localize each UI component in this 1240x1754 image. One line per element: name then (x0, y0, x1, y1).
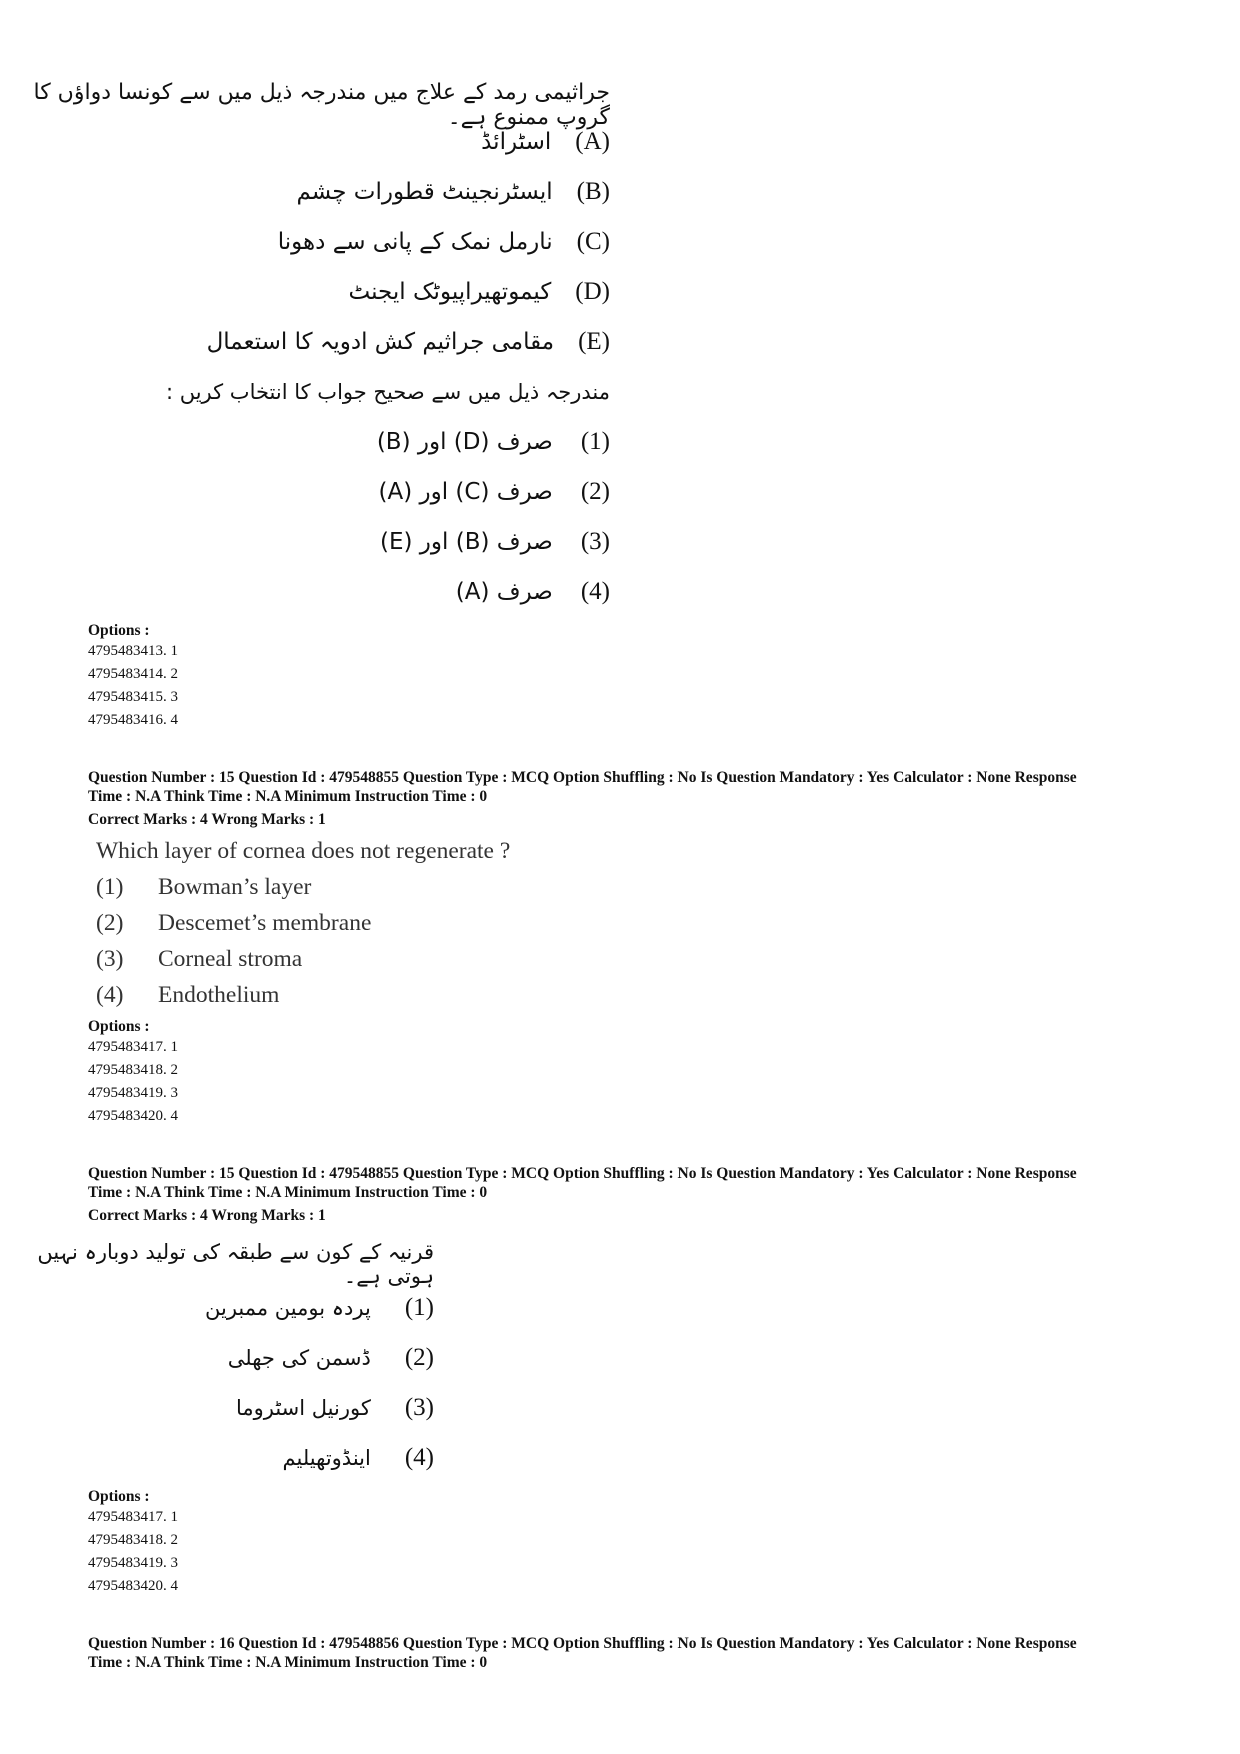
choice-text: کورنیل اسٹروما (235, 1396, 371, 1420)
q14-item-c (278, 228, 610, 256)
question-meta (88, 1634, 1168, 1672)
choice-text: Endothelium (158, 982, 280, 1008)
q14-item-b (296, 178, 610, 206)
option-line: 4795483419. 3 (88, 1555, 178, 1571)
option-line: 4795483415. 3 (88, 689, 178, 705)
choice-text: Bowman’s layer (158, 874, 312, 900)
question-meta-line: Time : N.A Think Time : N.A Minimum Instruction Time : 0 (88, 1184, 488, 1201)
choice-label: (4) (96, 982, 124, 1008)
q14-choice-text: صرف (C) اور (A) (378, 479, 553, 505)
choice-text: ڈسمن کی جھلی (227, 1346, 371, 1370)
q14-item-text: اسٹرائڈ (481, 129, 552, 155)
q14-choice-1 (377, 428, 610, 456)
q14-choice-text: صرف (A) (455, 579, 553, 605)
question-marks: Correct Marks : 4 Wrong Marks : 1 (88, 811, 326, 828)
choice-label: (3) (96, 946, 124, 972)
choice-label: (1) (404, 1294, 434, 1321)
q14-item-a (481, 128, 610, 156)
choice-text: اینڈوتھیلیم (282, 1446, 371, 1470)
q14-choice-label: (4) (580, 578, 610, 605)
q15-urdu-choice-3 (236, 1394, 434, 1422)
option-line: 4795483414. 2 (88, 666, 178, 682)
choice-text: Corneal stroma (158, 946, 303, 972)
option-line: 4795483417. 1 (88, 1509, 178, 1525)
q14-choice-label: (1) (580, 428, 610, 455)
q15-english-choice-2 (96, 910, 371, 937)
question-meta-line: Question Number : 15 Question Id : 479548855 Question Type : MCQ Option Shuffling : No Is Question Mandatory : Yes Calculator : None Response (88, 769, 1077, 786)
option-line: 4795483416. 4 (88, 712, 178, 728)
q14-item-label: (E) (578, 328, 610, 355)
q14-choice-label: (3) (580, 528, 610, 555)
q14-item-e (207, 328, 610, 356)
q14-item-label: (C) (576, 228, 610, 255)
q14-choice-text: صرف (D) اور (B) (376, 429, 553, 455)
options-title: Options : (88, 1488, 150, 1505)
q15-english-choice-3 (96, 946, 302, 973)
question-meta-line: Time : N.A Think Time : N.A Minimum Instruction Time : 0 (88, 788, 488, 805)
options-block (88, 1488, 178, 1598)
choice-label: (4) (404, 1444, 434, 1471)
q15-english-choice-4 (96, 982, 279, 1009)
q14-instruction: مندرجہ ذیل میں سے صحیح جواب کا انتخاب کریں : (165, 380, 610, 404)
question-meta-line: Time : N.A Think Time : N.A Minimum Instruction Time : 0 (88, 1654, 488, 1671)
question-marks: Correct Marks : 4 Wrong Marks : 1 (88, 1207, 326, 1224)
q14-item-text: مقامی جراثیم کش ادویہ کا استعمال (206, 329, 555, 355)
q14-choice-text: صرف (B) اور (E) (379, 529, 553, 555)
q14-choice-3 (380, 528, 610, 556)
choice-label: (1) (96, 874, 124, 900)
options-title: Options : (88, 1018, 150, 1035)
choice-label: (2) (96, 910, 124, 936)
q14-choice-4 (456, 578, 610, 606)
q14-urdu-stem: جراثیمی رمد کے علاج میں مندرجہ ذیل میں سے کونسا دواؤں کا گروپ ممنوع ہے۔ (33, 80, 610, 130)
option-line: 4795483420. 4 (88, 1578, 178, 1594)
question-meta (88, 768, 1168, 829)
options-block (88, 1018, 178, 1128)
options-title: Options : (88, 622, 150, 639)
q15-english-choice-1 (96, 874, 311, 901)
options-block (88, 622, 178, 732)
q14-item-d (349, 278, 611, 306)
question-meta-line: Question Number : 15 Question Id : 479548855 Question Type : MCQ Option Shuffling : No Is Question Mandatory : Yes Calculator : None Response (88, 1165, 1077, 1182)
q14-choice-2 (379, 478, 610, 506)
q15-urdu-choice-4 (283, 1444, 434, 1472)
q15-english-stem: Which layer of cornea does not regenerate ? (96, 838, 511, 864)
option-line: 4795483419. 3 (88, 1085, 178, 1101)
q15-urdu-choice-1 (205, 1294, 434, 1322)
q15-urdu-choice-2 (228, 1344, 434, 1372)
option-line: 4795483418. 2 (88, 1532, 178, 1548)
q14-item-label: (D) (575, 278, 610, 305)
choice-text: Descemet’s membrane (158, 910, 372, 936)
question-meta (88, 1164, 1168, 1225)
q14-item-label: (B) (576, 178, 610, 205)
option-line: 4795483413. 1 (88, 643, 178, 659)
q14-item-label: (A) (575, 128, 610, 155)
q14-item-text: کیموتھیراپیوٹک ایجنٹ (348, 279, 552, 305)
option-line: 4795483418. 2 (88, 1062, 178, 1078)
q15-urdu-stem: قرنیہ کے کون سے طبقہ کی تولید دوبارہ نہیں ہوتی ہے۔ (37, 1240, 434, 1288)
option-line: 4795483417. 1 (88, 1039, 178, 1055)
option-line: 4795483420. 4 (88, 1108, 178, 1124)
choice-label: (3) (404, 1394, 434, 1421)
q14-item-text: ایسٹرنجینٹ قطورات چشم (296, 179, 553, 205)
q14-item-text: نارمل نمک کے پانی سے دھونا (277, 229, 553, 255)
choice-label: (2) (404, 1344, 434, 1371)
q14-choice-label: (2) (580, 478, 610, 505)
question-meta-line: Question Number : 16 Question Id : 479548856 Question Type : MCQ Option Shuffling : No Is Question Mandatory : Yes Calculator : None Response (88, 1635, 1077, 1652)
choice-text: پردہ بومین ممبرین (204, 1296, 371, 1320)
